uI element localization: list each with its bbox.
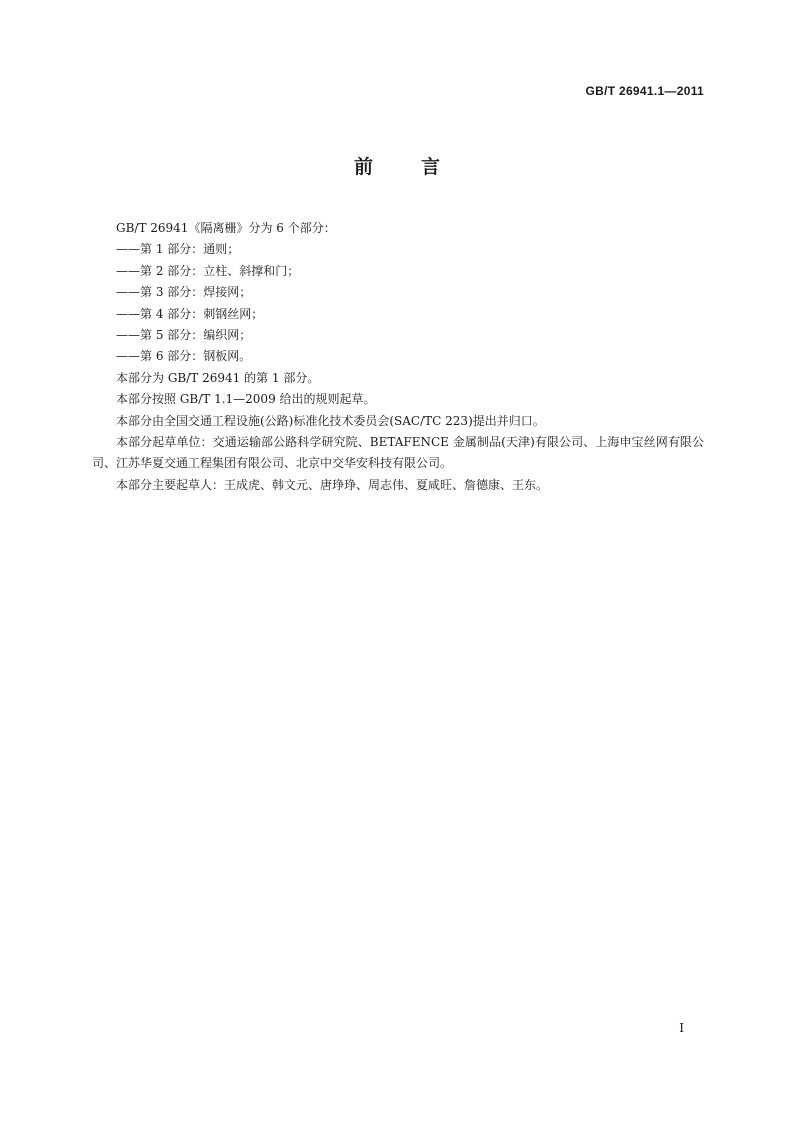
part-list-item: ——第 2 部分：立柱、斜撑和门； (116, 263, 300, 278)
part-list-item: ——第 1 部分：通则； (116, 242, 240, 257)
main-drafters-paragraph: 本部分主要起草人：王成虎、韩文元、唐琤琤、周志伟、夏咸旺、詹德康、王东。 (116, 477, 549, 492)
this-part-paragraph: 本部分为 GB/T 26941 的第 1 部分。 (116, 370, 320, 385)
foreword-body (92, 218, 704, 496)
page-number: I (679, 1021, 684, 1035)
part-list-item: ——第 5 部分：编织网； (116, 328, 252, 343)
page-title: 前言 (353, 156, 488, 178)
drafting-rules-paragraph: 本部分按照 GB/T 1.1—2009 给出的规则起草。 (116, 392, 376, 407)
part-list-item: ——第 6 部分：钢板网。 (116, 349, 252, 364)
proposed-by-paragraph: 本部分由全国交通工程设施(公路)标准化技术委员会(SAC/TC 223)提出并归口。 (116, 413, 545, 428)
intro-paragraph: GB/T 26941《隔离栅》分为 6 个部分： (116, 221, 336, 235)
part-list-item: ——第 4 部分：刺钢丝网； (116, 306, 264, 321)
drafting-units-paragraph: 本部分起草单位：交通运输部公路科学研究院、BETAFENCE 金属制品(天津)有限公司、上海申宝丝网有限公司、江苏华夏交通工程集团有限公司、北京中交华安科技有限公司。 (92, 435, 704, 471)
document-code: GB/T 26941.1—2011 (585, 84, 704, 98)
part-list-item: ——第 3 部分：焊接网； (116, 285, 252, 300)
